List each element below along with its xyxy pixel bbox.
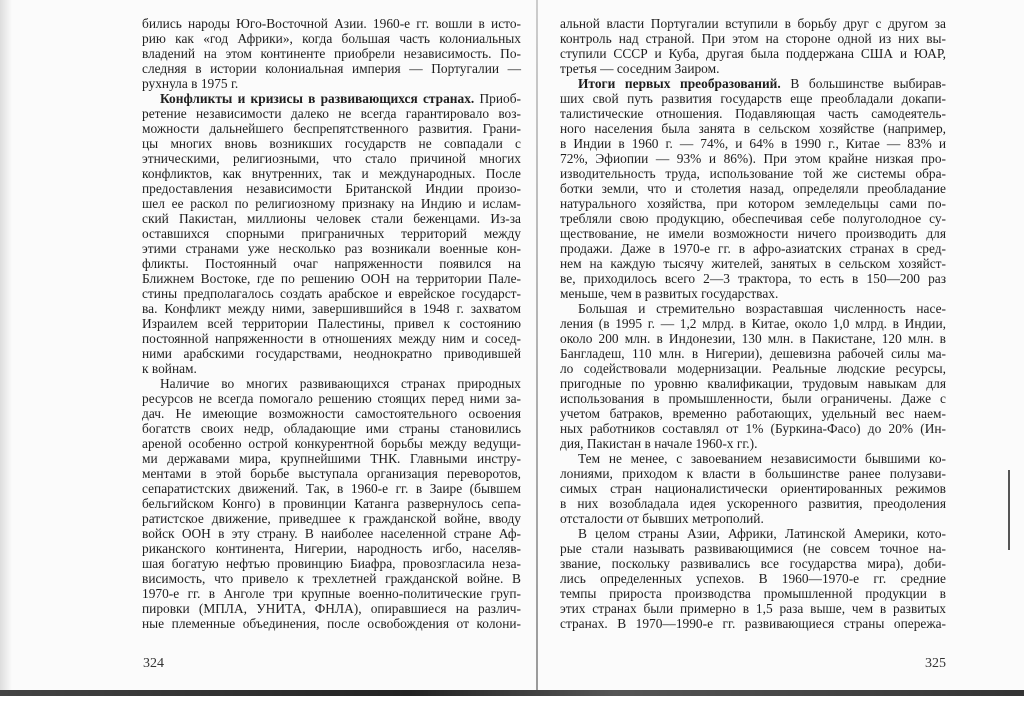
line-text: лись определенных успехов. В 1960—1970-е гг. средние: [560, 571, 946, 586]
line-text: требляли свою продукцию, обеспечивая себе полуголодное су-: [560, 211, 946, 226]
left-page: [142, 16, 521, 631]
paragraph: [560, 301, 946, 451]
line-text: этническими, религиозными, что стало причиной многих: [142, 151, 521, 166]
text-line: [142, 391, 521, 406]
line-text: фликты. Постоянный очаг напряженности появился на: [142, 256, 521, 271]
line-text: Тем не менее, с завоеванием независимости бывшими ко-: [578, 451, 946, 466]
text-line: [142, 601, 521, 616]
line-text: к войнам.: [142, 361, 197, 376]
line-text: шая богатую нефтью провинцию Биафра, провозгласила неза-: [142, 556, 521, 571]
text-line: [560, 346, 946, 361]
text-line: [560, 61, 946, 76]
line-text: сепаратистских движений. Так, в 1960-е гг. в Заире (бывшем: [142, 481, 521, 496]
line-text: богатств своих недр, обладающие ими страны становились: [142, 421, 521, 436]
text-line: [560, 106, 946, 121]
line-text: альной власти Португалии вступили в борьбу друг с другом за: [560, 16, 946, 31]
line-text: войск ООН в эту страну. В наиболее населенной стране Аф-: [142, 526, 521, 541]
text-line: [560, 166, 946, 181]
text-line: [560, 76, 946, 91]
text-line: [142, 91, 521, 106]
line-text: Израилем всей территории Палестины, привел к состоянию: [142, 316, 521, 331]
text-line: [560, 541, 946, 556]
section-heading: Итоги первых преобразований.: [578, 76, 781, 91]
paragraph: [560, 526, 946, 631]
text-line: [560, 421, 946, 436]
text-line: [142, 361, 521, 376]
text-line: [560, 46, 946, 61]
line-text: бельгийском Конго) в провинции Катанга развернулось сепа-: [142, 496, 521, 511]
line-text: 1970-е гг. в Анголе три крупные военно-политические груп-: [142, 586, 521, 601]
page-number-right: 325: [925, 656, 946, 671]
text-line: [560, 286, 946, 301]
line-text: оставшихся спорными приграничных территорий между: [142, 226, 521, 241]
text-line: [560, 151, 946, 166]
line-text: пировки (МПЛА, УНИТА, ФНЛА), опиравшиеся на различ-: [142, 601, 521, 616]
line-text: в них возобладала идея ускоренного развития, преодоления: [560, 496, 946, 511]
line-text: ними арабскими государствами, неоднократно приводившей: [142, 346, 521, 361]
paragraph: [142, 91, 521, 376]
text-line: [142, 16, 521, 31]
page-number-left: 324: [143, 656, 164, 671]
text-line: [560, 331, 946, 346]
line-text: около 200 млн. в Индонезии, 130 млн. в Пакистане, 120 млн. в: [560, 331, 946, 346]
line-text: этими странами уже несколько раз возникали военные кон-: [142, 241, 521, 256]
text-line: [560, 601, 946, 616]
text-line: [560, 91, 946, 106]
text-line: [142, 181, 521, 196]
text-line: [560, 226, 946, 241]
text-line: [142, 241, 521, 256]
paragraph: [560, 16, 946, 76]
line-text: этих странах были примерно в 1,5 раза выше, чем в развитых: [560, 601, 946, 616]
text-line: [560, 31, 946, 46]
text-line: [560, 196, 946, 211]
text-line: [142, 466, 521, 481]
scan-mark: [1008, 470, 1010, 550]
text-line: [142, 511, 521, 526]
text-line: [142, 421, 521, 436]
line-text: Приоб-: [474, 91, 521, 106]
text-line: [560, 16, 946, 31]
text-line: [142, 586, 521, 601]
text-line: [142, 256, 521, 271]
scan-shadow: [0, 0, 12, 690]
line-text: ментами в этой борьбе выступала организация переворотов,: [142, 466, 521, 481]
line-text: ных работников составлял от 1% (Буркина-Фасо) до 20% (Ин-: [560, 421, 946, 436]
text-line: [142, 226, 521, 241]
line-text: Большая и стремительно возраставшая численность насе-: [578, 301, 946, 316]
text-line: [560, 466, 946, 481]
text-line: [142, 481, 521, 496]
text-line: [142, 331, 521, 346]
text-line: [560, 451, 946, 466]
line-text: ресурсов не всегда помогало решению стоящих перед ними за-: [142, 391, 521, 406]
line-text: учетом батраков, временно работающих, удельный вес наем-: [560, 406, 946, 421]
line-text: цы многих вновь возникших государств не совпадали с: [142, 136, 521, 151]
line-text: висимость, что привело к трехлетней гражданской войне. В: [142, 571, 521, 586]
text-line: [142, 451, 521, 466]
text-line: [142, 211, 521, 226]
text-line: [142, 526, 521, 541]
section-heading: Конфликты и кризисы в развивающихся странах.: [160, 91, 475, 106]
text-line: [142, 376, 521, 391]
line-text: В большинстве выбирав-: [780, 76, 946, 91]
line-text: темпы прироста производства промышленной продукции в: [560, 586, 946, 601]
text-line: [142, 76, 521, 91]
text-line: [142, 616, 521, 631]
paragraph: [142, 16, 521, 91]
paragraph: [560, 76, 946, 301]
text-line: [560, 526, 946, 541]
line-text: рые стали называть развивающимися (не совсем точное на-: [560, 541, 946, 556]
text-line: [142, 61, 521, 76]
line-text: ве, приходилось всего 2—3 трактора, то есть в 150—200 раз: [560, 271, 946, 286]
line-text: ших свой путь развития государств еще преобладали докапи-: [560, 91, 946, 106]
line-text: ретение независимости далеко не всегда гарантировало воз-: [142, 106, 521, 121]
text-line: [142, 106, 521, 121]
line-text: бились народы Юго-Восточной Азии. 1960-е гг. вошли в исто-: [142, 16, 521, 31]
line-text: Ближнем Востоке, где по решению ООН на территории Пале-: [142, 271, 521, 286]
line-text: ступили СССР и Куба, другая была поддержана США и ЮАР,: [560, 46, 946, 61]
line-text: талистические отношения. Подавляющая часть самодеятель-: [560, 106, 946, 121]
line-text: предоставления независимости Британской Индии произо-: [142, 181, 521, 196]
line-text: В целом страны Азии, Африки, Латинской Америки, кото-: [578, 526, 946, 541]
text-line: [142, 406, 521, 421]
line-text: ратистское движение, приведшее к гражданской войне, вводу: [142, 511, 521, 526]
text-line: [560, 391, 946, 406]
text-line: [142, 286, 521, 301]
line-text: стины предполагалось создать арабское и еврейское государст-: [142, 286, 521, 301]
line-text: в Индии в 1960 г. — 74%, и 64% в 1990 г., Китае — 83% и: [560, 136, 946, 151]
line-text: ский Пакистан, миллионы человек стали беженцами. Из-за: [142, 211, 521, 226]
line-text: дия, Пакистан в начале 1960-х гг.).: [560, 436, 758, 451]
line-text: продажи. Даже в 1970-е гг. в афро-азиатских странах в сред-: [560, 241, 946, 256]
book-gutter: [536, 0, 538, 700]
line-text: конфликтов, как внутренних, так и международных. После: [142, 166, 521, 181]
line-text: меньше, чем в развитых государствах.: [560, 286, 779, 301]
line-text: звание, поскольку развивались все государства мира), доби-: [560, 556, 946, 571]
text-line: [142, 346, 521, 361]
text-line: [142, 271, 521, 286]
line-text: контроль над страной. При этом на стороне одной из них вы-: [560, 31, 946, 46]
text-line: [142, 316, 521, 331]
text-line: [560, 271, 946, 286]
text-line: [560, 256, 946, 271]
line-text: ществование, не имели возможности ничего производить для: [560, 226, 946, 241]
line-text: рухнула в 1975 г.: [142, 76, 239, 91]
text-line: [560, 436, 946, 451]
text-line: [560, 571, 946, 586]
line-text: следняя в истории колониальная империя — Португалии —: [142, 61, 521, 76]
paragraph: [560, 451, 946, 526]
text-line: [560, 556, 946, 571]
line-text: ло содействовали модернизации. Реальные людские ресурсы,: [560, 361, 946, 376]
line-text: можности дальнейшего беспрепятственного развития. Грани-: [142, 121, 521, 136]
line-text: нем на каждую тысячу жителей, занятых в сельском хозяйст-: [560, 256, 946, 271]
line-text: Наличие во многих развивающихся странах природных: [160, 376, 521, 391]
line-text: рию как «год Африки», когда большая часть колониальных: [142, 31, 521, 46]
line-text: симых стран националистически ориентированных режимов: [560, 481, 946, 496]
text-line: [142, 46, 521, 61]
text-line: [142, 571, 521, 586]
line-text: постоянной напряженности в отношениях между ним и сосед-: [142, 331, 521, 346]
text-line: [560, 301, 946, 316]
text-line: [560, 316, 946, 331]
line-text: Бангладеш, 110 млн. в Нигерии), дешевизна рабочей силы ма-: [560, 346, 946, 361]
right-page: [560, 16, 946, 631]
text-line: [142, 151, 521, 166]
line-text: шел ее раскол по религиозному признаку на Индию и ислам-: [142, 196, 521, 211]
line-text: риканского континента, Нигерии, народность игбо, населяв-: [142, 541, 521, 556]
text-line: [142, 166, 521, 181]
text-line: [560, 241, 946, 256]
text-line: [560, 511, 946, 526]
text-line: [142, 496, 521, 511]
text-line: [560, 376, 946, 391]
paragraph: [142, 376, 521, 631]
line-text: странах. В 1970—1990-е гг. развивающиеся страны опережа-: [560, 616, 946, 631]
line-text: лониями, приходом к власти в большинстве ранее полузави-: [560, 466, 946, 481]
text-line: [560, 616, 946, 631]
line-text: ные племенные объединения, после освобождения от колони-: [142, 616, 521, 631]
line-text: ления (в 1995 г. — 1,2 млрд. в Китае, около 1,0 млрд. в Индии,: [560, 316, 946, 331]
line-text: ареной особенно острой конкурентной борьбы между ведущи-: [142, 436, 521, 451]
text-line: [560, 586, 946, 601]
text-line: [560, 136, 946, 151]
text-line: [560, 121, 946, 136]
text-line: [560, 361, 946, 376]
text-line: [560, 496, 946, 511]
text-line: [142, 436, 521, 451]
text-line: [560, 211, 946, 226]
line-text: отсталости от бывших метрополий.: [560, 511, 764, 526]
text-line: [560, 481, 946, 496]
text-line: [560, 406, 946, 421]
text-line: [142, 541, 521, 556]
line-text: ва. Конфликт между ними, завершившийся в 1948 г. захватом: [142, 301, 521, 316]
line-text: пригодные по уровню квалификации, трудовым навыкам для: [560, 376, 946, 391]
line-text: изводительность труда, использование той же системы обра-: [560, 166, 946, 181]
text-line: [142, 196, 521, 211]
text-line: [142, 121, 521, 136]
line-text: ботки земли, что и столетия назад, определяли преобладание: [560, 181, 946, 196]
line-text: третья — соседним Заиром.: [560, 61, 720, 76]
line-text: ми державами мира, крупнейшими ТНК. Главными инстру-: [142, 451, 521, 466]
line-text: ного населения была занята в сельском хозяйстве (например,: [560, 121, 946, 136]
text-line: [560, 181, 946, 196]
line-text: натурального хозяйства, при котором земледельцы сами по-: [560, 196, 946, 211]
line-text: 72%, Эфиопии — 93% и 86%). При этом крайне низкая про-: [560, 151, 946, 166]
line-text: использования в промышленности, были ограничены. Даже с: [560, 391, 946, 406]
text-line: [142, 31, 521, 46]
text-line: [142, 556, 521, 571]
line-text: владений на этом континенте приобрели независимость. По-: [142, 46, 521, 61]
text-line: [142, 301, 521, 316]
text-line: [142, 136, 521, 151]
scan-background: [0, 696, 1024, 725]
line-text: дач. Не имеющие возможности самостоятельного освоения: [142, 406, 521, 421]
